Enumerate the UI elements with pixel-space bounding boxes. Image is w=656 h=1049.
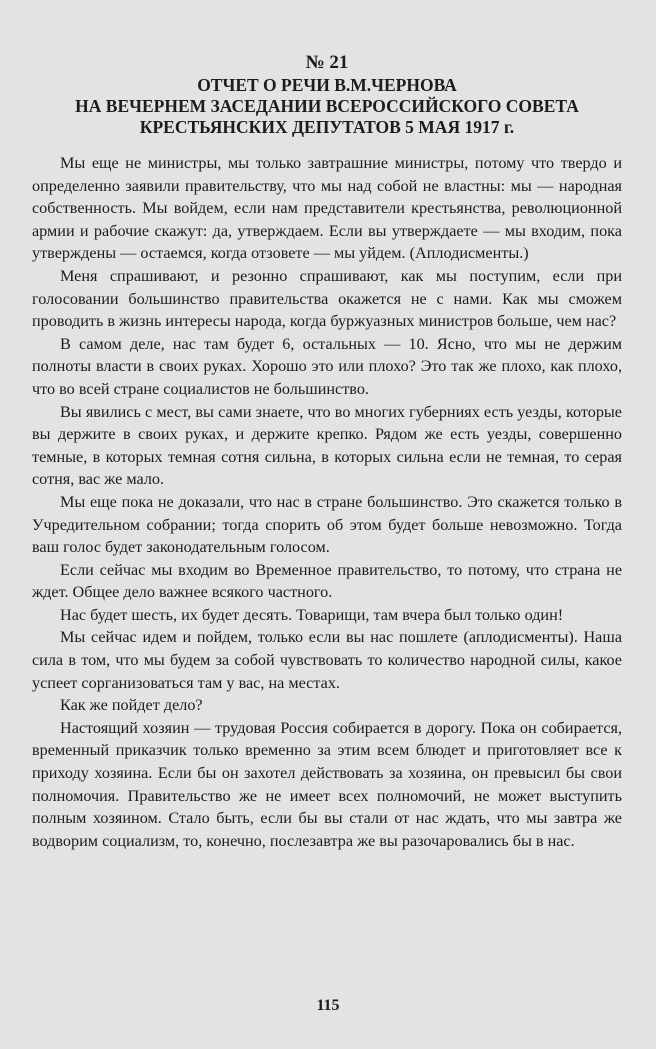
title-line: КРЕСТЬЯНСКИХ ДЕПУТАТОВ 5 МАЯ 1917 г. <box>139 117 515 137</box>
paragraph: Как же пойдет дело? <box>60 696 203 715</box>
paragraph: Нас будет шесть, их будет десять. Товарищи, там вчера был только один! <box>60 605 564 624</box>
paragraph: Меня спрашивают, и резонно спрашивают, как мы поступим, если при голосовании большинство правительства окажется не с нами. Как мы сможем проводить в жизнь интересы народа, когда буржуазных министров больше, чем нас? <box>32 266 622 331</box>
page-number: 115 <box>316 997 340 1014</box>
document-title <box>32 75 622 138</box>
paragraph: Мы еще не министры, мы только завтрашние министры, потому что твердо и определенно заявили правительству, что мы над собой не властны: мы — народная собственность. Мы войдем, если нам представители крестьянства, революционной армии и рабочие скажут: да, утверждаем. Если вы утверждаете — мы входим, пока утверждены — остаемся, когда отзовете — мы уйдем. (Аплодисменты.) <box>32 154 622 263</box>
title-line: НА ВЕЧЕРНЕМ ЗАСЕДАНИИ ВСЕРОССИЙСКОГО СОВЕТА <box>75 96 579 116</box>
paragraph: Мы сейчас идем и пойдем, только если вы нас пошлете (аплодисменты). Наша сила в том, что мы будем за собой чувствовать то количество народной силы, какое успеет сорганизоваться там у вас, на местах. <box>32 628 622 692</box>
paragraph: Мы еще пока не доказали, что нас в стране большинство. Это скажется только в Учредительном собрании; тогда спорить об этом будет больше невозможно. Тогда ваш голос будет законодательным голосом. <box>32 492 622 557</box>
document-number: № 21 <box>305 52 349 73</box>
paragraph: В самом деле, нас там будет 6, остальных — 10. Ясно, что мы не держим полноты власти в своих руках. Хорошо это или плохо? Это так же плохо, как плохо, что во всей стране социалистов не большинство. <box>32 334 622 398</box>
document-body <box>32 152 622 852</box>
title-line: ОТЧЕТ О РЕЧИ В.М.ЧЕРНОВА <box>197 75 457 95</box>
paragraph: Настоящий хозяин — трудовая Россия собирается в дорогу. Пока он собирается, временный приказчик только временно за этим всем блюдет и приготовляет все к приходу хозяина. Если бы он захотел действовать за хозяина, он превысил бы свои полномочия. Правительство же не имеет всех полномочий, не может выступить полным хозяином. Стало быть, если бы вы стали от нас ждать, что мы завтра же водворим социализм, то, конечно, послезавтра же вы разочаровались бы в нас. <box>32 718 622 850</box>
paragraph: Если сейчас мы входим во Временное правительство, то потому, что страна не ждет. Общее дело важнее всякого частного. <box>32 560 622 602</box>
paragraph: Вы явились с мест, вы сами знаете, что во многих губерниях есть уезды, которые вы держите в своих руках, и держите крепко. Рядом же есть уезды, совершенно темные, в которых темная сотня сильна, в которых сильна если не темная, то серая сотня, вас же мало. <box>32 402 622 489</box>
